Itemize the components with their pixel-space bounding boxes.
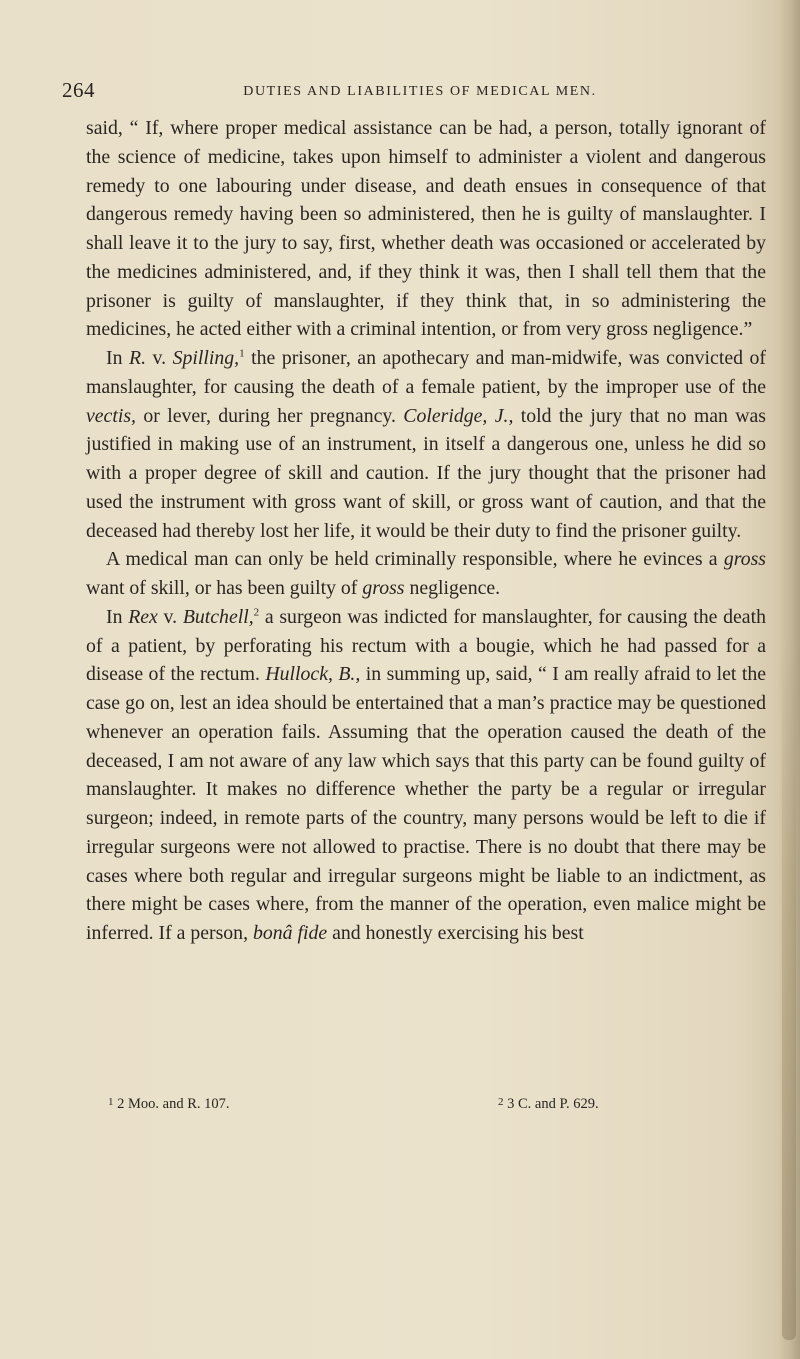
footnote-ref-2: 2 xyxy=(253,606,260,619)
case-name-butchell: Butchell, xyxy=(182,605,254,628)
running-title: DUTIES AND LIABILITIES OF MEDICAL MEN. xyxy=(243,84,597,99)
text-span: in summing up, said, “ I am really afraid to let the case go on, lest an idea should be entertained that a man’s practice may be questioned whenever an operation fails. Assuming that the operation caused the death of the deceased, I am not aware of any law which says that this party can be found guilty of manslaughter. It makes no difference whether the party be a regular or irregular surgeon; indeed, in remote parts of the country, many persons would be left to die if irregular surgeons were not allowed to practise. There is no doubt that there may be cases where both regular and irregular surgeons might be liable to an indictment, as there might be cases where, from the manner of the operation, even malice might be inferred. If a person, xyxy=(86,663,767,944)
text-span: a surgeon was indicted for manslaughter, for causing the death of a patient, by perforating his rectum with a bougie, which he had passed for a disease of the rectum. xyxy=(86,605,766,686)
footnote-2-mark: 2 xyxy=(498,1096,504,1108)
footnote-2 xyxy=(498,1096,599,1113)
page-number: 264 xyxy=(62,78,95,102)
term-bona-fide: bonâ fide xyxy=(252,922,328,944)
text-span: v. xyxy=(163,605,178,628)
emphasis-gross: gross xyxy=(362,577,405,599)
text-span: or lever, during her pregnancy. xyxy=(143,404,396,427)
emphasis-gross: gross xyxy=(723,548,766,571)
judge-coleridge: Coleridge, J., xyxy=(403,404,514,427)
term-vectis: vectis, xyxy=(86,404,136,427)
text-span: negligence. xyxy=(409,577,501,599)
paragraph-butchell-case xyxy=(86,603,766,948)
text-span: In xyxy=(106,347,123,369)
text-span: v. xyxy=(152,347,167,369)
footnotes xyxy=(108,1096,708,1120)
paragraph-spilling-case xyxy=(86,344,766,545)
case-party-r: R. xyxy=(129,347,147,369)
paragraph-gross-negligence xyxy=(86,545,766,603)
judge-hullock: Hullock, B., xyxy=(265,663,361,686)
text-span: told the jury that no man was justified in making use of an instrument, in itself a dangerous one, unless he did so with a proper degree of skill and caution. If the jury thought that the prisoner had used the instrument with gross want of skill, or gross want of caution, and that the deceased had thereby lost her life, it would be their duty to find the prisoner guilty. xyxy=(86,404,767,542)
footnote-1-mark: 1 xyxy=(108,1096,114,1108)
text-span: and honestly exercising his best xyxy=(332,922,584,944)
text-span: In xyxy=(106,605,123,628)
footnote-1-text: 2 Moo. and R. 107. xyxy=(117,1096,230,1112)
paragraph-quote-continuation xyxy=(86,114,766,344)
body-text xyxy=(86,114,766,948)
footnote-2-text: 3 C. and P. 629. xyxy=(507,1096,599,1112)
text-span: A medical man can only be held criminally responsible, where he evinces a xyxy=(106,548,718,571)
text-span: the prisoner, an apothecary and man-midwife, was convicted of manslaughter, for causing the death of a female patient, by the improper use of the xyxy=(86,347,766,398)
footnote-1 xyxy=(108,1096,230,1113)
running-head xyxy=(62,78,722,108)
case-party-rex: Rex xyxy=(128,605,158,628)
footnote-ref-1: 1 xyxy=(239,347,245,360)
text-span: want of skill, or has been guilty of xyxy=(86,577,358,599)
case-name-spilling: Spilling, xyxy=(172,347,240,369)
page-edge-stain xyxy=(782,640,796,1340)
paragraph-text: said, “ If, where proper medical assistance can be had, a person, totally ignorant of the science of medicine, takes upon himself to administer a violent and dangerous remedy to one labouring under disease, and death ensues in consequence of that dangerous remedy having been so administered, then he is guilty of manslaughter. I shall leave it to the jury to say, first, whether death was occasioned or accelerated by the medicines administered, and, if they think it was, then I shall tell them that the prisoner is guilty of manslaughter, if they think that, in so administering the medicines, he acted either with a criminal intention, or from very gross negligence.” xyxy=(86,117,766,341)
